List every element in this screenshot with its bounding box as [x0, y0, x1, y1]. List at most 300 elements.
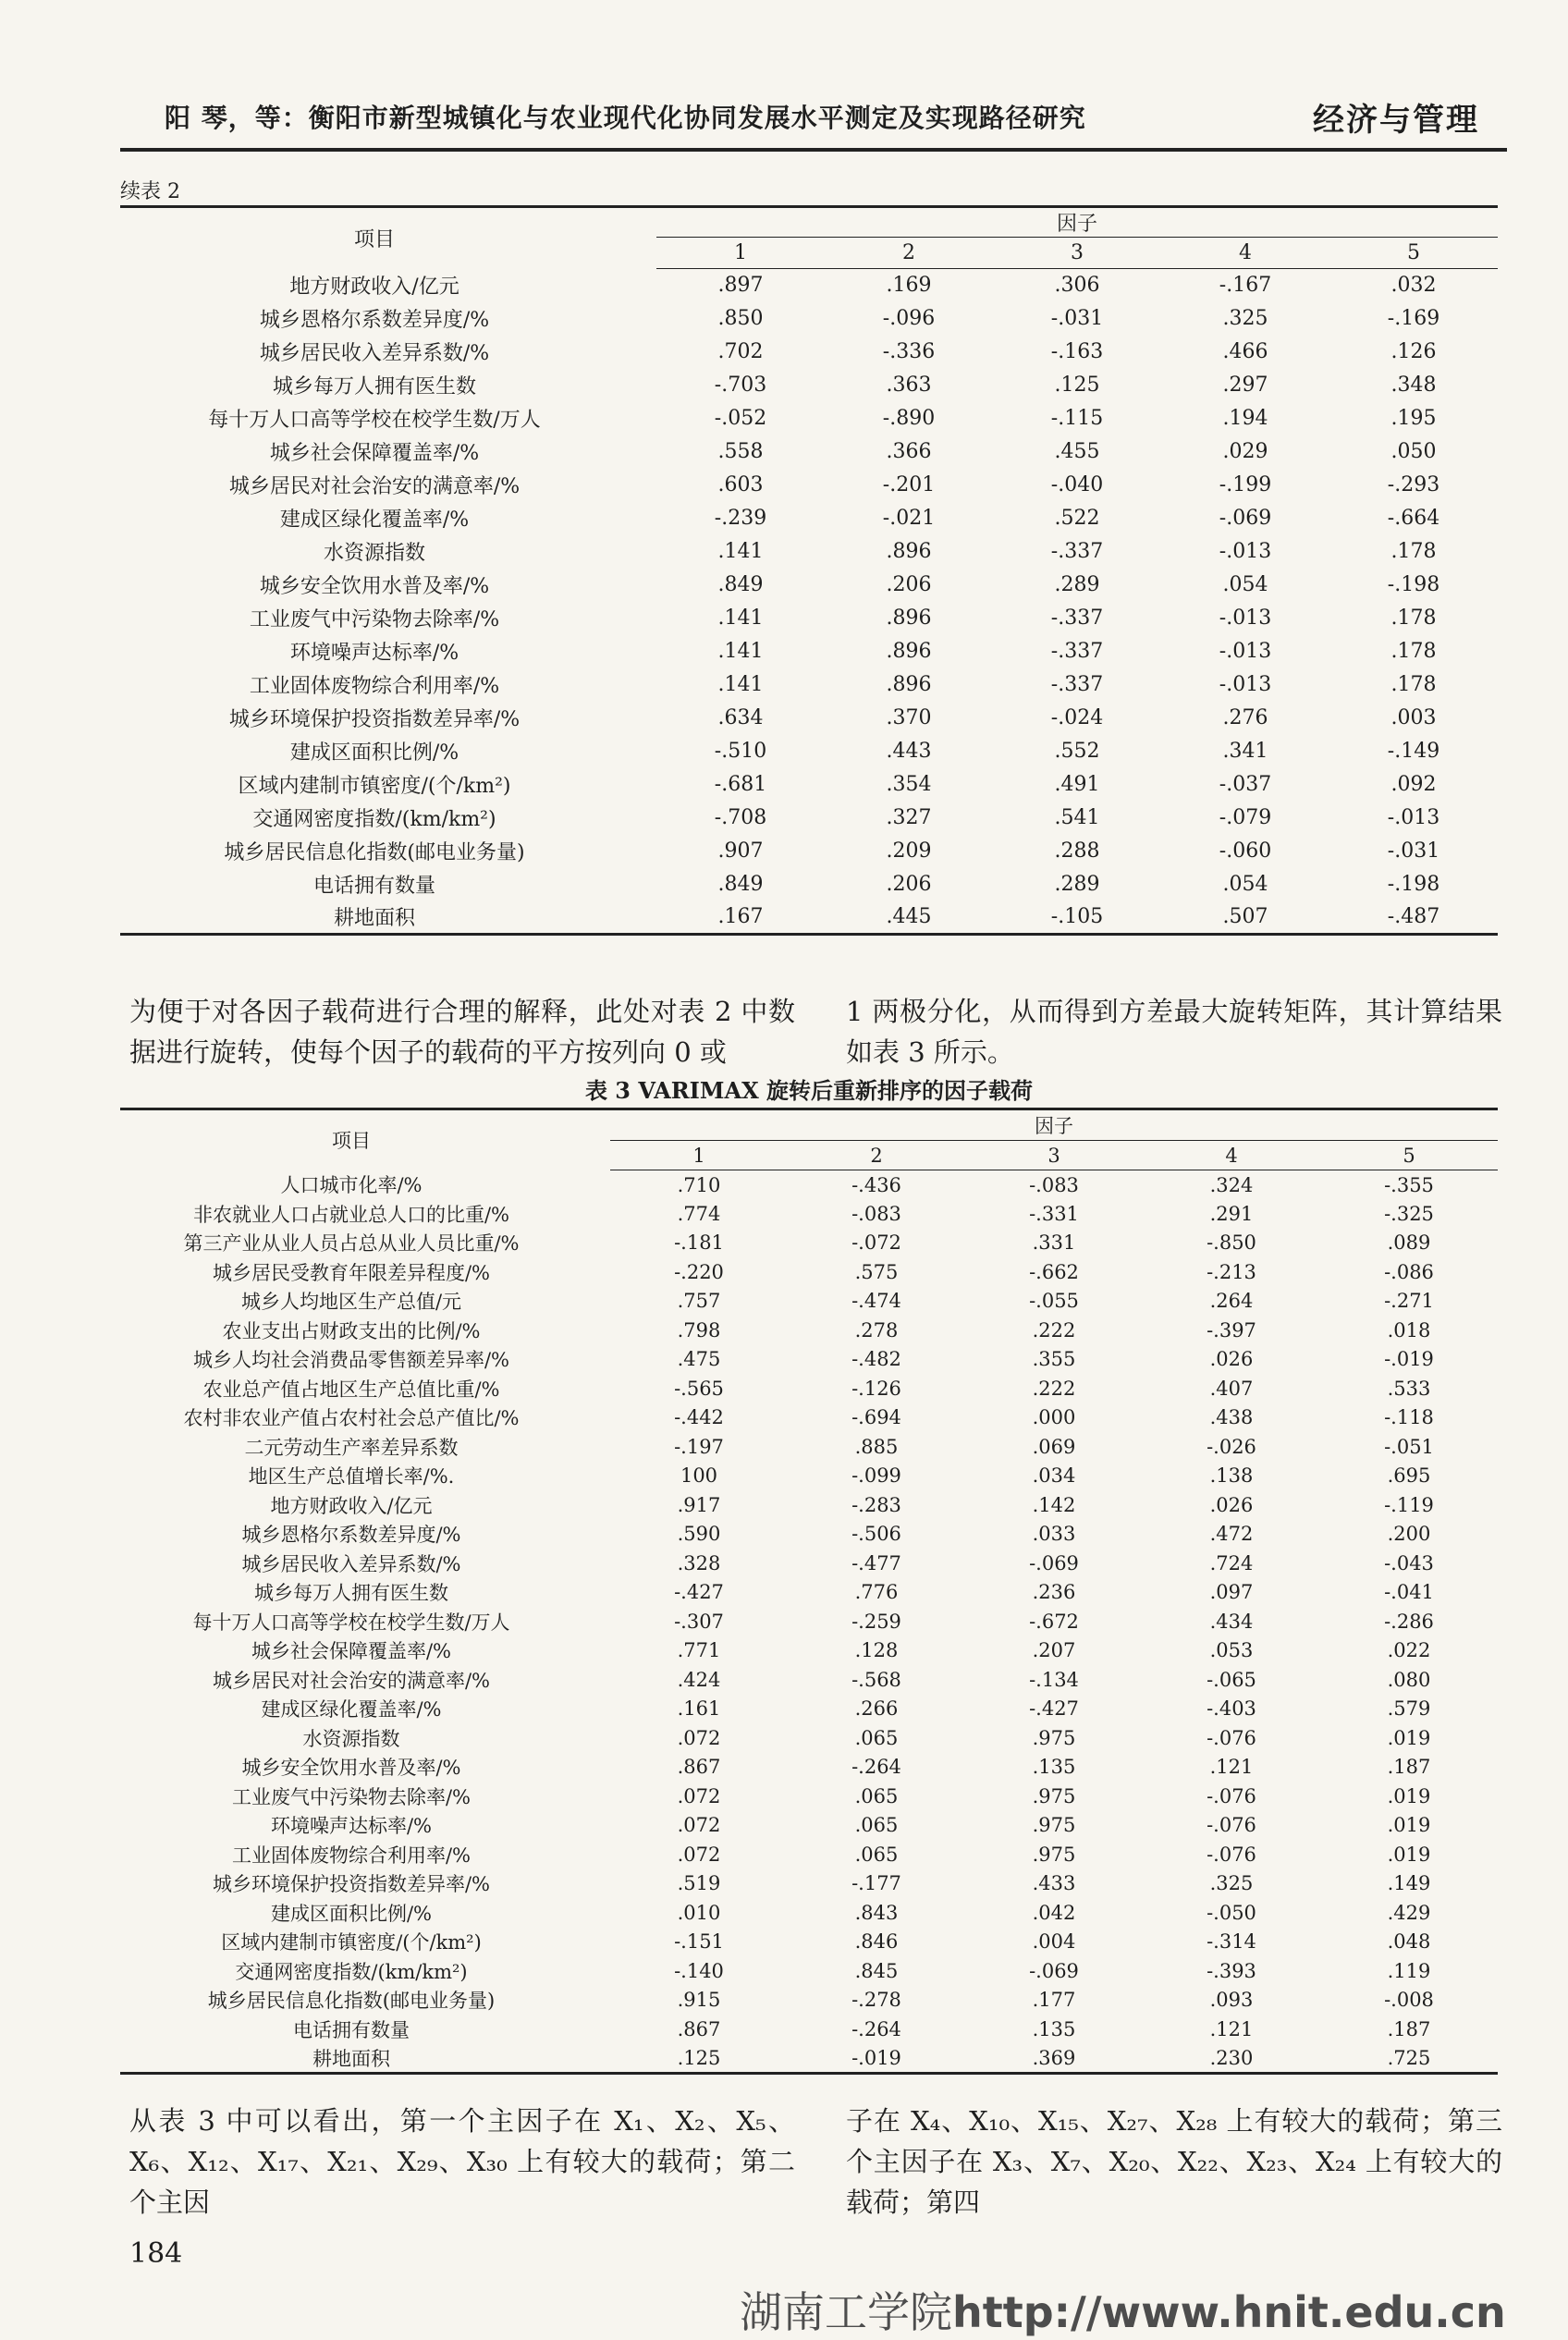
loading-value: -.052 [714, 407, 767, 430]
row-label: 工业废气中污染物去除率/% [231, 1785, 472, 1808]
table2-factor-col: 4 [1161, 238, 1329, 269]
loading-value: .033 [1032, 1523, 1076, 1546]
loading-value: .125 [1054, 374, 1100, 397]
loading-value: -.474 [851, 1290, 901, 1313]
loading-value: -.134 [1029, 1668, 1079, 1691]
loading-value: .065 [854, 1784, 899, 1807]
loading-value: .266 [854, 1697, 899, 1721]
loading-value: -.037 [1219, 773, 1272, 796]
table2 [120, 205, 1498, 936]
row-label: 耕地面积 [312, 2047, 390, 2070]
row-label: 水资源指数 [323, 542, 425, 565]
loading-value: .042 [1032, 1901, 1076, 1924]
loading-value: .695 [1387, 1464, 1431, 1488]
loading-value: .072 [677, 1814, 721, 1837]
row-label: 交通网密度指数/(km/km²) [235, 1960, 468, 1983]
row-label: 区域内建制市镇密度/(个/km²) [221, 1931, 482, 1954]
table-row [120, 1928, 1498, 1957]
loading-value: .331 [1032, 1231, 1076, 1255]
loading-value: -.115 [1050, 407, 1104, 430]
loading-value: -.140 [674, 1959, 724, 1982]
section-name: 经济与管理 [1313, 102, 1479, 139]
loading-value: .603 [717, 473, 764, 496]
loading-value: -.013 [1219, 640, 1272, 663]
table-row [120, 1316, 1498, 1345]
loading-value: -.099 [851, 1464, 901, 1488]
row-label: 工业废气中污染物去除率/% [249, 608, 500, 631]
table-row [120, 1636, 1498, 1666]
row-label: 地方财政收入/亿元 [270, 1494, 433, 1517]
table-row [120, 901, 1498, 935]
table-row [120, 402, 1498, 435]
loading-value: .161 [677, 1697, 721, 1721]
table2-factor-col: 1 [656, 238, 825, 269]
row-label: 农村非农业产值占农村社会总产值比/% [183, 1407, 520, 1430]
loading-value: -.013 [1219, 673, 1272, 696]
loading-value: -.694 [851, 1406, 901, 1429]
loading-value: -.436 [851, 1173, 901, 1196]
row-label: 城乡人均地区生产总值/元 [240, 1291, 462, 1314]
loading-value: .004 [1032, 1930, 1076, 1954]
row-label: 城乡环境保护投资指数差异率/% [212, 1873, 491, 1896]
loading-value: .558 [717, 440, 764, 463]
loading-value: .065 [854, 1726, 899, 1749]
loading-value: .135 [1032, 2017, 1076, 2040]
row-label: 城乡社会保障覆盖率/% [269, 442, 480, 465]
table3 [120, 1108, 1498, 2075]
loading-value: .541 [1054, 806, 1100, 829]
loading-value: .533 [1387, 1377, 1431, 1400]
loading-value: -.283 [851, 1493, 901, 1516]
loading-value: .363 [886, 374, 932, 397]
loading-value: .845 [854, 1959, 899, 1982]
loading-value: .975 [1032, 1784, 1076, 1807]
loading-value: -.079 [1219, 806, 1272, 829]
watermark-url: http://www.hnit.edu.cn [952, 2287, 1506, 2337]
loading-value: -.126 [851, 1377, 901, 1400]
table3-factor-col: 4 [1143, 1141, 1320, 1170]
loading-value: .097 [1209, 1581, 1254, 1604]
loading-value: .141 [717, 673, 764, 696]
loading-value: .455 [1054, 440, 1100, 463]
loading-value: -.031 [1050, 307, 1104, 330]
loading-value: .026 [1209, 1493, 1254, 1516]
loading-value: .200 [1387, 1523, 1431, 1546]
loading-value: .072 [677, 1726, 721, 1749]
page-number: 184 [129, 2237, 183, 2270]
loading-value: .438 [1209, 1406, 1254, 1429]
table-row [120, 1898, 1498, 1928]
loading-value: .407 [1209, 1377, 1254, 1400]
table2-header-factor: 因子 [1056, 213, 1097, 236]
loading-value: -.337 [1050, 640, 1104, 663]
table-row [120, 1695, 1498, 1724]
table-row [120, 469, 1498, 502]
loading-value: .725 [1387, 2046, 1431, 2069]
row-label: 城乡每万人拥有医生数 [254, 1582, 448, 1605]
row-label: 二元劳动生产率差异系数 [244, 1436, 459, 1459]
loading-value: .053 [1209, 1639, 1254, 1662]
table2-factor-col: 5 [1329, 238, 1498, 269]
loading-value: -.198 [1387, 573, 1440, 596]
loading-value: -.060 [1219, 839, 1272, 863]
loading-value: .907 [717, 839, 764, 863]
loading-value: -.096 [882, 307, 936, 330]
loading-value: .896 [886, 540, 932, 563]
table3-factor-col: 3 [965, 1141, 1143, 1170]
table-row [120, 602, 1498, 635]
table-row [120, 1578, 1498, 1608]
loading-value: -.040 [1050, 473, 1104, 496]
loading-value: .917 [677, 1493, 721, 1516]
loading-value: .466 [1222, 340, 1268, 363]
loading-value: -.314 [1207, 1930, 1256, 1954]
loading-value: .291 [1209, 1202, 1254, 1225]
loading-value: -.021 [882, 507, 936, 530]
loading-value: .896 [886, 606, 932, 630]
loading-value: .222 [1032, 1377, 1076, 1400]
loading-value: .443 [886, 740, 932, 763]
loading-value: .552 [1054, 740, 1100, 763]
loading-value: .424 [677, 1668, 721, 1691]
loading-value: -.703 [714, 374, 767, 397]
table-row [120, 1432, 1498, 1462]
loading-value: .194 [1222, 407, 1268, 430]
loading-value: .472 [1209, 1523, 1254, 1546]
row-label: 农业支出占财政支出的比例/% [222, 1319, 481, 1342]
loading-value: -.337 [1050, 673, 1104, 696]
table-row [120, 369, 1498, 402]
loading-value: -.681 [714, 773, 767, 796]
row-label: 电话拥有数量 [312, 875, 435, 898]
row-label: 水资源指数 [302, 1727, 400, 1750]
table-row [120, 702, 1498, 735]
loading-value: -.083 [1029, 1173, 1079, 1196]
table-row [120, 768, 1498, 802]
table3-factor-col: 1 [610, 1141, 788, 1170]
loading-value: .575 [854, 1260, 899, 1283]
row-label: 环境噪声达标率/% [289, 642, 459, 665]
loading-value: .178 [1390, 673, 1437, 696]
loading-value: -.199 [1219, 473, 1272, 496]
row-label: 城乡居民收入差异系数/% [241, 1552, 461, 1575]
loading-value: -.072 [851, 1231, 901, 1255]
loading-value: .026 [1209, 1348, 1254, 1371]
loading-value: -.278 [851, 1989, 901, 2012]
loading-value: -.076 [1207, 1843, 1256, 1866]
loading-value: .849 [717, 573, 764, 596]
table-row [120, 2044, 1498, 2074]
row-label: 地方财政收入/亿元 [289, 276, 459, 299]
row-label: 城乡安全饮用水普及率/% [241, 1757, 461, 1780]
loading-value: .276 [1222, 706, 1268, 729]
row-label: 城乡居民信息化指数(邮电业务量) [224, 841, 525, 864]
loading-value: .119 [1387, 1959, 1431, 1982]
loading-value: -.568 [851, 1668, 901, 1691]
loading-value: -.393 [1207, 1959, 1256, 1982]
loading-value: -.051 [1384, 1435, 1434, 1458]
loading-value: .206 [886, 573, 932, 596]
loading-value: .896 [886, 640, 932, 663]
row-label: 城乡人均社会消费品零售额差异率/% [192, 1349, 510, 1372]
loading-value: .048 [1387, 1930, 1431, 1954]
loading-value: -.163 [1050, 340, 1104, 363]
loading-value: .264 [1209, 1290, 1254, 1313]
loading-value: .702 [717, 340, 764, 363]
watermark [740, 2279, 1506, 2340]
article-title: 阳 琴，等：衡阳市新型城镇化与农业现代化协同发展水平测定及实现路径研究 [165, 103, 1086, 133]
row-label: 建成区绿化覆盖率/% [261, 1698, 442, 1721]
loading-value: .429 [1387, 1901, 1431, 1924]
row-label: 城乡居民受教育年限差异程度/% [212, 1261, 491, 1284]
loading-value: .324 [1209, 1173, 1254, 1196]
loading-value: -.055 [1029, 1290, 1079, 1313]
table3-factor-col: 2 [788, 1141, 965, 1170]
loading-value: .121 [1209, 2017, 1254, 2040]
loading-value: .867 [677, 2017, 721, 2040]
loading-value: .366 [886, 440, 932, 463]
row-label: 建成区面积比例/% [270, 1902, 433, 1925]
loading-value: .018 [1387, 1318, 1431, 1342]
loading-value: -.890 [882, 407, 936, 430]
loading-value: .522 [1054, 507, 1100, 530]
loading-value: .034 [1032, 1464, 1076, 1488]
loading-value: .000 [1032, 1406, 1076, 1429]
table3-title: 表 3 VARIMAX 旋转后重新排序的因子载荷 [584, 1077, 1034, 1104]
loading-value: -.286 [1384, 1610, 1434, 1633]
loading-value: .195 [1390, 407, 1437, 430]
loading-value: .065 [854, 1814, 899, 1837]
table-row [120, 569, 1498, 602]
row-label: 建成区面积比例/% [289, 741, 459, 765]
table-row [120, 269, 1498, 302]
loading-value: -.850 [1207, 1231, 1256, 1255]
loading-value: .177 [1032, 1989, 1076, 2012]
loading-value: -.119 [1384, 1493, 1434, 1516]
row-label: 城乡恩格尔系数差异度/% [259, 309, 490, 332]
loading-value: -.013 [1219, 540, 1272, 563]
loading-value: .019 [1387, 1814, 1431, 1837]
table-row [120, 1345, 1498, 1375]
loading-value: -.201 [882, 473, 936, 496]
row-label: 环境噪声达标率/% [270, 1815, 433, 1838]
loading-value: .126 [1390, 340, 1437, 363]
loading-value: -.149 [1387, 740, 1440, 763]
loading-value: -.105 [1050, 905, 1104, 929]
loading-value: .306 [1054, 274, 1100, 298]
row-label: 工业固体废物综合利用率/% [231, 1844, 472, 1867]
row-label: 农业总产值占地区生产总值比重/% [202, 1378, 500, 1401]
loading-value: .915 [677, 1989, 721, 2012]
loading-value: .138 [1209, 1464, 1254, 1488]
loading-value: .178 [1390, 606, 1437, 630]
loading-value: -.355 [1384, 1173, 1434, 1196]
loading-value: .975 [1032, 1843, 1076, 1866]
loading-value: .328 [677, 1551, 721, 1574]
loading-value: .897 [717, 274, 764, 298]
table-row [120, 1869, 1498, 1899]
loading-value: -.506 [851, 1523, 901, 1546]
loading-value: -.565 [674, 1377, 724, 1400]
loading-value: .289 [1054, 873, 1100, 896]
watermark-org: 湖南工学院 [740, 2287, 952, 2337]
loading-value: -.271 [1384, 1290, 1434, 1313]
loading-value: .054 [1222, 573, 1268, 596]
loading-value: -.083 [851, 1202, 901, 1225]
row-label: 第三产业从业人员占总从业人员比重/% [183, 1232, 520, 1256]
table-row [120, 668, 1498, 702]
table2-header-item: 项目 [353, 228, 395, 252]
loading-value: -.151 [674, 1930, 724, 1954]
loading-value: -.065 [1207, 1668, 1256, 1691]
table-row [120, 535, 1498, 569]
loading-value: -.427 [674, 1581, 724, 1604]
table-row [120, 802, 1498, 835]
loading-value: .142 [1032, 1493, 1076, 1516]
loading-value: -.487 [1387, 905, 1440, 929]
table-row [120, 1403, 1498, 1433]
table2-factor-col: 2 [825, 238, 993, 269]
loading-value: -.013 [1387, 806, 1440, 829]
loading-value: .065 [854, 1843, 899, 1866]
loading-value: -.307 [674, 1610, 724, 1633]
row-label: 每十万人口高等学校在校学生数/万人 [208, 409, 541, 432]
loading-value: .710 [677, 1173, 721, 1196]
table-row [120, 1520, 1498, 1550]
loading-value: -.213 [1207, 1260, 1256, 1283]
loading-value: .209 [886, 839, 932, 863]
paragraph-left-2: 从表 3 中可以看出，第一个主因子在 X₁、X₂、X₅、X₆、X₁₂、X₁₇、X₂₁、X₂₉、X₃₀ 上有较大的载荷；第二个主因 [129, 2105, 795, 2218]
loading-value: .222 [1032, 1318, 1076, 1342]
table-row [120, 1462, 1498, 1491]
loading-value: -.167 [1219, 274, 1272, 298]
loading-value: .348 [1390, 374, 1437, 397]
loading-value: .054 [1222, 873, 1268, 896]
loading-value: -.259 [851, 1610, 901, 1633]
loading-value: .178 [1390, 540, 1437, 563]
loading-value: .325 [1209, 1872, 1254, 1895]
loading-value: .849 [717, 873, 764, 896]
table-row [120, 1607, 1498, 1636]
table3-header-factor: 因子 [1035, 1115, 1073, 1137]
loading-value: .846 [854, 1930, 899, 1954]
loading-value: .519 [677, 1872, 721, 1895]
loading-value: -.076 [1207, 1726, 1256, 1749]
loading-value: -.041 [1384, 1581, 1434, 1604]
loading-value: .206 [886, 873, 932, 896]
loading-value: .354 [886, 773, 932, 796]
loading-value: .975 [1032, 1814, 1076, 1837]
loading-value: .029 [1222, 440, 1268, 463]
loading-value: -.264 [851, 1756, 901, 1779]
row-label: 城乡居民收入差异系数/% [259, 342, 490, 365]
table-row [120, 1840, 1498, 1869]
table-row [120, 1986, 1498, 2015]
loading-value: .230 [1209, 2046, 1254, 2069]
loading-value: -.019 [1384, 1348, 1434, 1371]
table-row [120, 1723, 1498, 1753]
loading-value: .325 [1222, 307, 1268, 330]
loading-value: .169 [886, 274, 932, 298]
loading-value: .369 [1032, 2046, 1076, 2069]
loading-value: .433 [1032, 1872, 1076, 1895]
loading-value: .634 [717, 706, 764, 729]
table-row [120, 1287, 1498, 1317]
loading-value: .885 [854, 1435, 899, 1458]
loading-value: -.069 [1029, 1959, 1079, 1982]
table-row [120, 1170, 1498, 1200]
row-label: 城乡每万人拥有医生数 [272, 375, 476, 398]
row-label: 城乡恩格尔系数差异度/% [241, 1524, 461, 1547]
row-label: 建成区绿化覆盖率/% [279, 508, 470, 532]
table2-grid [120, 205, 1498, 936]
row-label: 区域内建制市镇密度/(个/km²) [238, 775, 511, 798]
row-label: 城乡社会保障覆盖率/% [251, 1640, 452, 1663]
loading-value: -.337 [1050, 540, 1104, 563]
loading-value: .072 [677, 1784, 721, 1807]
loading-value: -.510 [714, 740, 767, 763]
loading-value: -.337 [1050, 606, 1104, 630]
loading-value: -.043 [1384, 1551, 1434, 1574]
table-row [120, 1257, 1498, 1287]
row-label: 城乡环境保护投资指数差异率/% [228, 708, 521, 731]
loading-value: -.076 [1207, 1784, 1256, 1807]
loading-value: .141 [717, 540, 764, 563]
loading-value: -.293 [1387, 473, 1440, 496]
loading-value: .327 [886, 806, 932, 829]
loading-value: .003 [1390, 706, 1437, 729]
loading-value: -.403 [1207, 1697, 1256, 1721]
loading-value: -.482 [851, 1348, 901, 1371]
loading-value: .010 [677, 1901, 721, 1924]
loading-value: .022 [1387, 1639, 1431, 1662]
loading-value: .128 [854, 1639, 899, 1662]
loading-value: .288 [1054, 839, 1100, 863]
loading-value: .475 [677, 1348, 721, 1371]
loading-value: -.220 [674, 1260, 724, 1283]
loading-value: -.197 [674, 1435, 724, 1458]
loading-value: .370 [886, 706, 932, 729]
loading-value: .297 [1222, 374, 1268, 397]
table3-factor-col: 5 [1320, 1141, 1498, 1170]
loading-value: -.019 [851, 2046, 901, 2069]
table-row [120, 868, 1498, 901]
loading-value: .069 [1032, 1435, 1076, 1458]
loading-value: .776 [854, 1581, 899, 1604]
loading-value: -.024 [1050, 706, 1104, 729]
table-row [120, 2015, 1498, 2044]
loading-value: -.031 [1387, 839, 1440, 863]
loading-value: -.069 [1029, 1551, 1079, 1574]
row-label: 城乡居民对社会治安的满意率/% [212, 1669, 491, 1692]
row-label: 城乡安全饮用水普及率/% [259, 575, 490, 598]
loading-value: .187 [1387, 2017, 1431, 2040]
loading-value: .141 [717, 606, 764, 630]
loading-value: .167 [717, 905, 764, 929]
loading-value: -.442 [674, 1406, 724, 1429]
loading-value: .590 [677, 1523, 721, 1546]
table-row [120, 735, 1498, 768]
loading-value: -.397 [1207, 1318, 1256, 1342]
table-row [120, 1753, 1498, 1783]
loading-value: .141 [717, 640, 764, 663]
loading-value: .975 [1032, 1726, 1076, 1749]
paragraph-right-2: 子在 X₄、X₁₀、X₁₅、X₂₇、X₂₈ 上有较大的载荷；第三个主因子在 X₃、X₇、X₂₀、X₂₂、X₂₃、X₂₄ 上有较大的载荷；第四 [846, 2105, 1502, 2218]
table-row [120, 1374, 1498, 1403]
loading-value: -.069 [1219, 507, 1272, 530]
loading-value: -.181 [674, 1231, 724, 1255]
row-label: 非农就业人口占就业总人口的比重/% [192, 1203, 510, 1226]
